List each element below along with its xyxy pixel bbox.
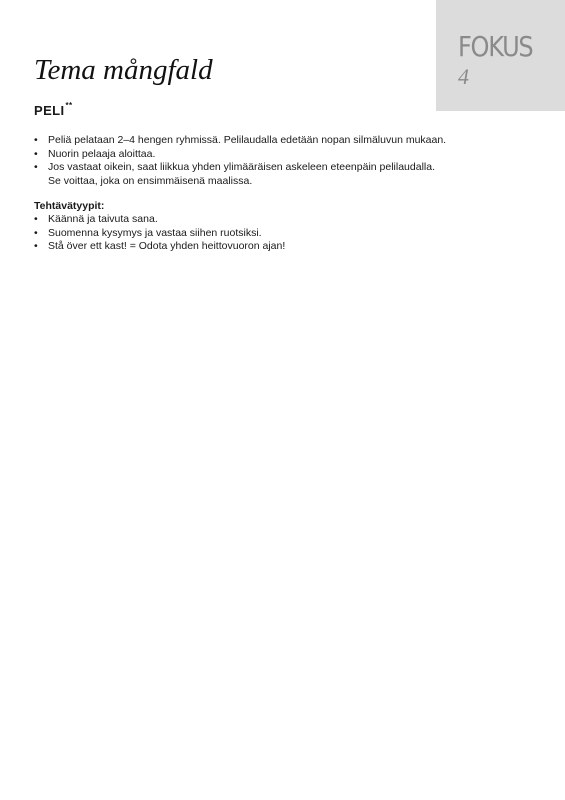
brand-name: FOKUS bbox=[458, 30, 533, 63]
rule-item: • Nuorin pelaaja aloittaa. bbox=[34, 148, 446, 162]
difficulty-stars: ** bbox=[65, 101, 73, 110]
rules-list bbox=[34, 134, 446, 188]
section-heading-text: PELI bbox=[34, 103, 65, 118]
page-title: Tema mångfald bbox=[34, 54, 213, 86]
section-heading bbox=[34, 101, 73, 118]
task-type-item: • Suomenna kysymys ja vastaa siihen ruotsiksi. bbox=[34, 227, 285, 241]
rule-text-continuation: Se voittaa, joka on ensimmäisenä maalissa. bbox=[48, 174, 253, 187]
brand-number: 4 bbox=[458, 64, 469, 89]
rule-item: • Peliä pelataan 2–4 hengen ryhmissä. Pelilaudalla edetään nopan silmäluvun mukaan. bbox=[34, 134, 446, 148]
task-types-heading: Tehtävätyypit: bbox=[34, 200, 105, 212]
task-types-list bbox=[34, 213, 285, 254]
brand-box bbox=[436, 0, 565, 111]
rule-text: Jos vastaat oikein, saat liikkua yhden ylimääräisen askeleen eteenpäin pelilaudalla. bbox=[48, 161, 435, 173]
task-type-item: • Stå över ett kast! = Odota yhden heittovuoron ajan! bbox=[34, 240, 285, 254]
rule-item bbox=[34, 161, 446, 188]
task-type-item: • Käännä ja taivuta sana. bbox=[34, 213, 285, 227]
